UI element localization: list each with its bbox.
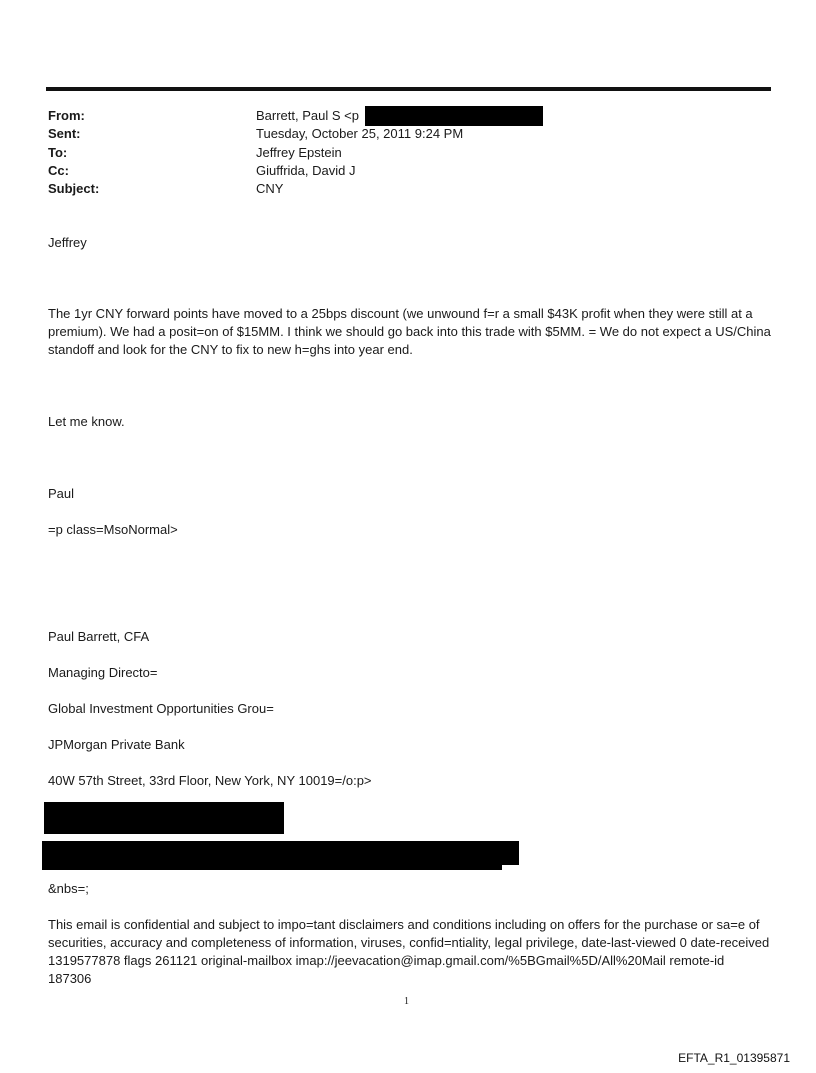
greeting: Jeffrey xyxy=(48,235,87,250)
sent-value: Tuesday, October 25, 2011 9:24 PM xyxy=(256,126,464,141)
signature-name: Paul Barrett, CFA xyxy=(48,629,150,644)
subject-value: CNY xyxy=(256,181,284,196)
to-value: Jeffrey Epstein xyxy=(256,145,342,160)
markup-artifact: =p class=MsoNormal> xyxy=(48,522,178,537)
to-label: To: xyxy=(48,145,68,160)
signature-group: Global Investment Opportunities Grou= xyxy=(48,701,274,716)
subject-label: Subject: xyxy=(48,181,100,196)
page-number: 1 xyxy=(404,996,409,1007)
redaction-block-3 xyxy=(42,862,502,870)
redaction-block-1 xyxy=(44,802,284,834)
redaction-block-email xyxy=(365,106,543,126)
cc-label: Cc: xyxy=(48,163,69,178)
closing-line: Let me know. xyxy=(48,414,125,429)
sent-label: Sent: xyxy=(48,126,81,141)
signature-bank: JPMorgan Private Bank xyxy=(48,737,185,752)
sign-name: Paul xyxy=(48,486,75,501)
cc-value: Giuffrida, David J xyxy=(256,163,356,178)
signature-address: 40W 57th Street, 33rd Floor, New York, NY 10019=/o:p> xyxy=(48,773,372,788)
signature-title: Managing Directo= xyxy=(48,665,158,680)
disclaimer: This email is confidential and subject to impo=tant disclaimers and conditions including on offers for the purchase or sa=e of securities, accuracy and completeness of information, viruses, confid=ntiality, legal privilege, date-last-viewed 0 date-received 1319577878 flags 261121 original-mailbox imap://jeevacation@imap.gmail.com/%5BGmail%5D/All%20Mail remote-id 187306 xyxy=(48,917,770,986)
from-label: From: xyxy=(48,108,85,123)
header-rule xyxy=(46,87,771,91)
from-value: Barrett, Paul S <p xyxy=(256,108,359,123)
body-paragraph: The 1yr CNY forward points have moved to a 25bps discount (we unwound f=r a small $43K profit when they were still at a premium). We had a posit=on of $15MM. I think we should go back into this trade with $5MM. = We do not expect a US/China standoff and look for the CNY to fix to new h=ghs into year end. xyxy=(48,306,771,357)
document-id: EFTA_R1_01395871 xyxy=(678,1051,790,1065)
nbsp-artifact: &nbs=; xyxy=(48,881,89,896)
